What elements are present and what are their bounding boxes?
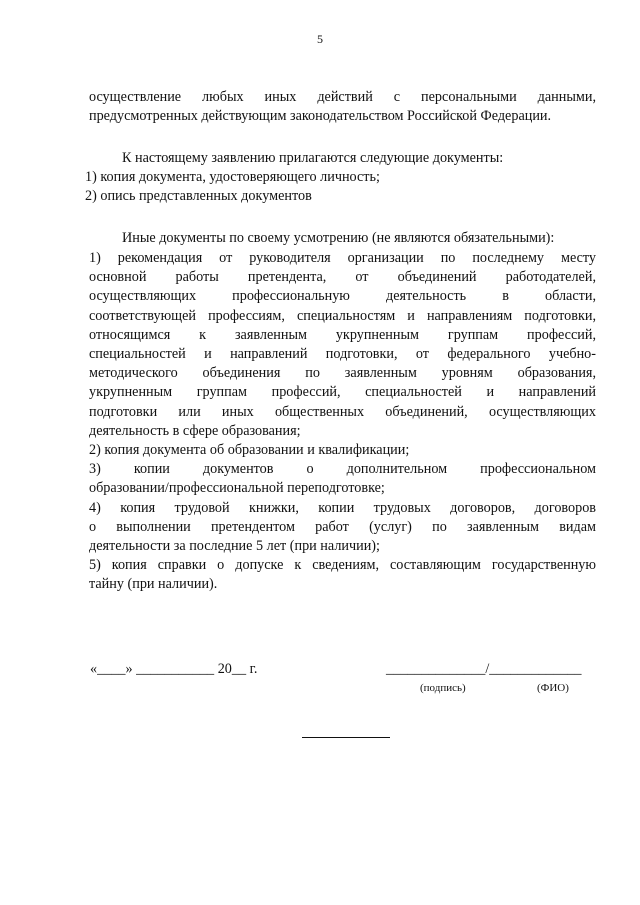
- list-item-1-line: 1) рекомендация от руководителя организации по последнему месту: [89, 250, 596, 266]
- signature-caption: (подпись): [420, 682, 466, 694]
- list-item-1-line: относящимся к заявленным укрупненным группам профессий,: [89, 326, 596, 343]
- list-item-1-line: осуществляющих профессиональную деятельность в области,: [89, 288, 596, 305]
- list-item-3-line: образовании/профессиональной переподготовке;: [89, 480, 385, 497]
- list-item-1-line: специальностей и направлений подготовки, от федерального учебно-: [89, 346, 596, 363]
- page-number: 5: [317, 32, 323, 46]
- attachment-item-1: 1) копия документа, удостоверяющего личность;: [85, 169, 380, 185]
- list-item-4-line: деятельности за последние 5 лет (при наличии);: [89, 538, 380, 555]
- list-item-4-line: 4) копия трудовой книжки, копии трудовых договоров, договоров: [89, 499, 596, 516]
- list-item-1-line: подготовки или иных общественных объединений, осуществляющих: [89, 403, 596, 420]
- text-line: осуществление любых иных действий с персональными данными,: [89, 89, 596, 105]
- list-item-5-line: 5) копия справки о допуске к сведениям, составляющим государственную: [89, 557, 596, 574]
- text-line: предусмотренных действующим законодательством Российской Федерации.: [89, 108, 552, 125]
- list-item-1-line: соответствующей профессиям, специальностям и направлениям подготовки,: [89, 307, 596, 324]
- intro-paragraph: [89, 88, 596, 126]
- list-item-5-line: тайну (при наличии).: [89, 576, 218, 593]
- list-item-1-line: укрупненным группам профессий, специальностей и направлений: [89, 384, 596, 401]
- attachment-item-2: 2) опись представленных документов: [85, 188, 312, 204]
- list-item-1-line: деятельность в сфере образования;: [89, 422, 301, 439]
- attachments-heading: К настоящему заявлению прилагаются следующие документы:: [122, 150, 504, 166]
- list-item-1-line: основной работы претендента, от объединений работодателей,: [89, 269, 596, 286]
- name-caption: (ФИО): [537, 682, 569, 694]
- list-item-4-line: о выполнении претендентом работ (услуг) по заявленным видам: [89, 518, 596, 535]
- list-item-2: 2) копия документа об образовании и квалификации;: [89, 442, 410, 459]
- date-line: «____» ___________ 20__ г.: [90, 661, 258, 677]
- list-item-1-line: методического объединения по заявленным уровням образования,: [89, 365, 596, 382]
- other-docs-heading: Иные документы по своему усмотрению (не являются обязательными):: [122, 230, 555, 246]
- other-docs-list: [89, 249, 596, 595]
- list-item-3-line: 3) копии документов о дополнительном профессиональном: [89, 461, 596, 478]
- signature-line: ______________/_____________: [386, 661, 582, 677]
- end-divider: [302, 737, 390, 738]
